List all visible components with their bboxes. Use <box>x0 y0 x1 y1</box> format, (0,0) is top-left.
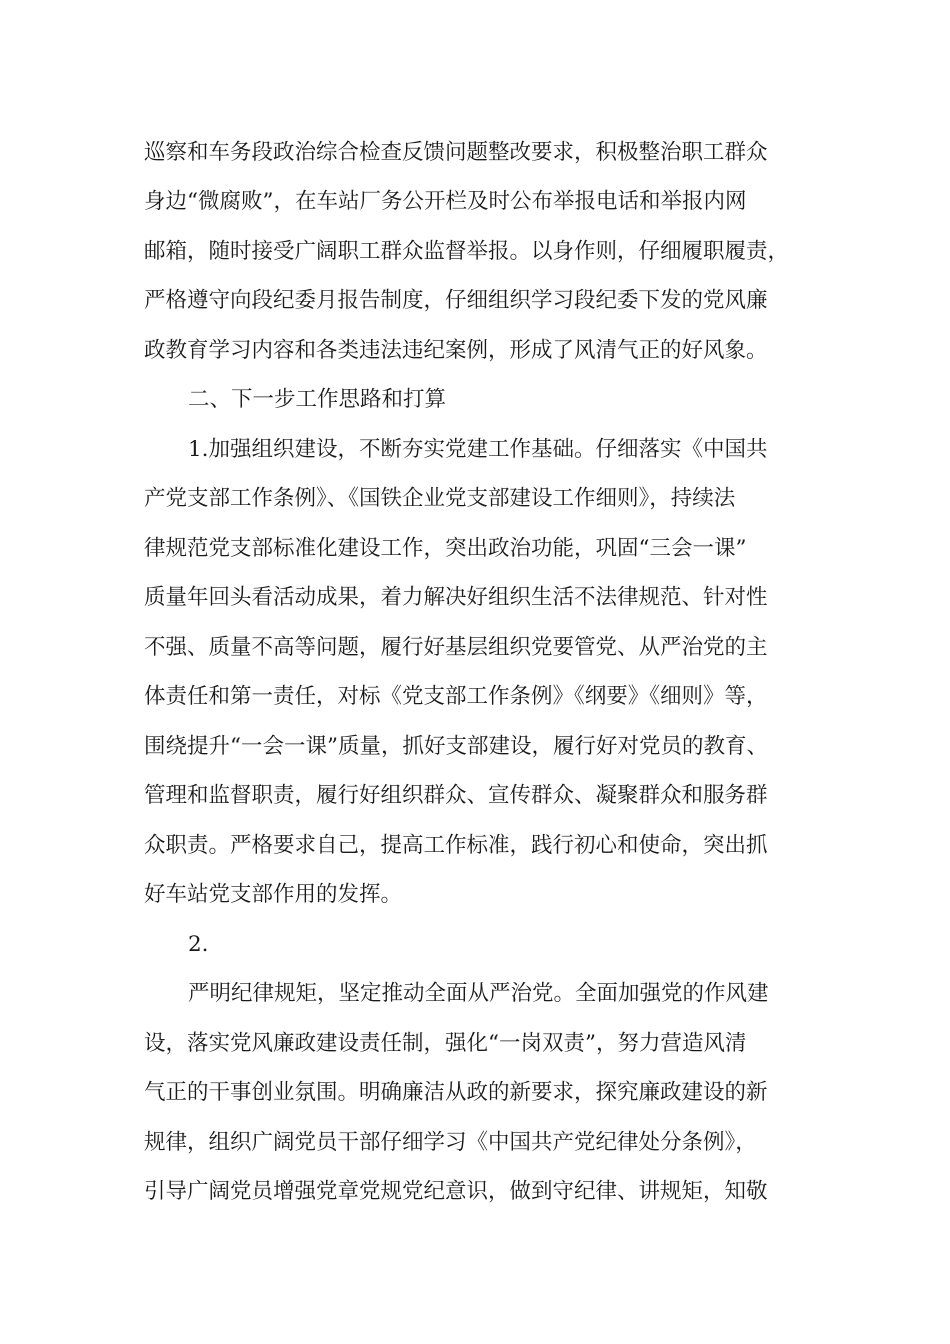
text-line: 众职责。严格要求自己，提高工作标准，践行初心和使命，突出抓 <box>144 833 768 858</box>
list-number: 2. <box>188 932 209 957</box>
text-line: 设，落实党风廉政建设责任制，强化“一岗双责”，努力营造风清 <box>144 1031 747 1056</box>
text-line: 好车站党支部作用的发挥。 <box>144 882 403 907</box>
text-line: 质量年回头看活动成果，着力解决好组织生活不法律规范、针对性 <box>144 585 768 610</box>
text-line: 体责任和第一责任，对标《党支部工作条例》《纲要》《细则》等， <box>144 684 768 709</box>
text-line: 1.加强组织建设，不断夯实党建工作基础。仔细落实《中国共 <box>188 437 768 462</box>
text-line: 严明纪律规矩，坚定推动全面从严治党。全面加强党的作风建 <box>188 981 769 1006</box>
text-line: 气正的干事创业氛围。明确廉洁从政的新要求，探究廉政建设的新 <box>144 1080 768 1105</box>
text-line: 律规范党支部标准化建设工作，突出政治功能，巩固“三会一课” <box>144 536 747 561</box>
text-line: 巡察和车务段政治综合检查反馈问题整改要求，积极整治职工群众 <box>144 140 768 165</box>
text-line: 不强、质量不高等问题，履行好基层组织党要管党、从严治党的主 <box>144 635 768 660</box>
text-line: 引导广阔党员增强党章党规党纪意识，做到守纪律、讲规矩，知敬 <box>144 1179 768 1204</box>
text-line: 管理和监督职责，履行好组织群众、宣传群众、凝聚群众和服务群 <box>144 783 768 808</box>
text-line: 规律，组织广阔党员干部仔细学习《中国共产党纪律处分条例》， <box>144 1130 757 1155</box>
text-line: 严格遵守向段纪委月报告制度，仔细组织学习段纪委下发的党风廉 <box>144 288 768 313</box>
section-heading: 二、下一步工作思路和打算 <box>188 387 447 412</box>
text-line: 邮箱，随时接受广阔职工群众监督举报。以身作则，仔细履职履责， <box>144 239 790 264</box>
text-line: 围绕提升“一会一课”质量，抓好支部建设，履行好对党员的教育、 <box>144 734 768 759</box>
text-line: 产党支部工作条例》、《国铁企业党支部建设工作细则》，持续法 <box>144 486 736 511</box>
text-line: 政教育学习内容和各类违法违纪案例，形成了风清气正的好风象。 <box>144 338 768 363</box>
text-line: 身边“微腐败”，在车站厂务公开栏及时公布举报电话和举报内网 <box>144 189 747 214</box>
